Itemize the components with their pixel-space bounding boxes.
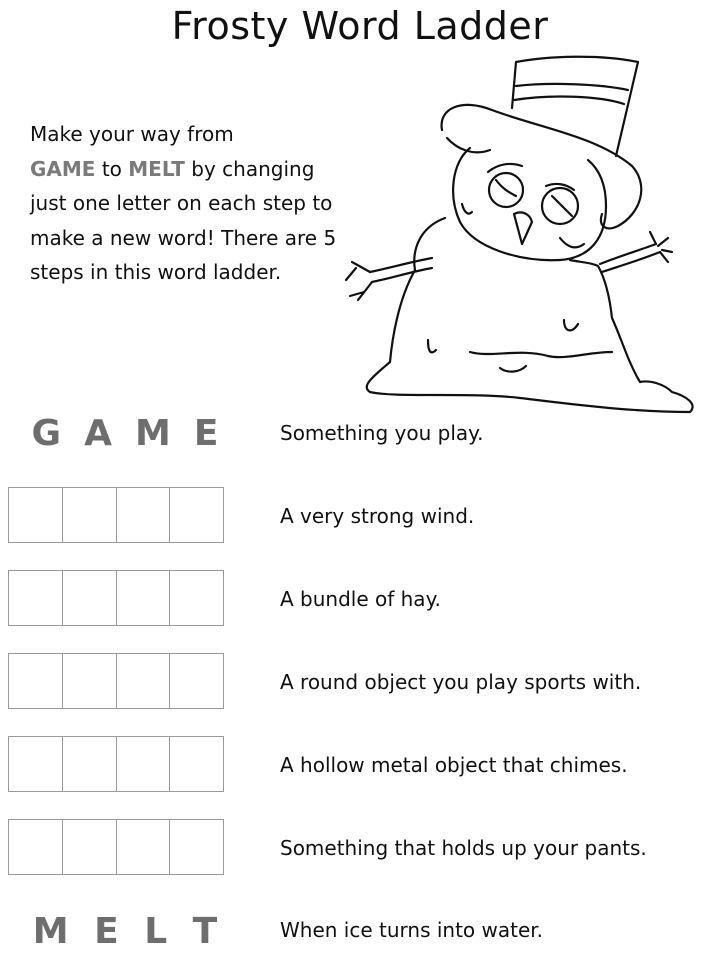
clue-3: A bundle of hay. (280, 587, 441, 611)
instructions-to: to (101, 156, 122, 181)
answer-row-3 (8, 653, 224, 709)
letter-box[interactable] (8, 487, 63, 543)
letter-box[interactable] (116, 653, 171, 709)
letter-box[interactable] (169, 736, 224, 792)
clue-2: A very strong wind. (280, 504, 475, 528)
instructions (30, 117, 350, 290)
end-letter: L (144, 910, 168, 952)
clue-1: Something you play. (280, 421, 484, 445)
answer-row-5 (8, 819, 224, 875)
start-letter: G (31, 412, 62, 454)
letter-box[interactable] (62, 819, 117, 875)
start-word-letters (20, 408, 230, 458)
start-letter: E (193, 412, 219, 454)
start-letter: A (84, 412, 112, 454)
answer-row-1 (8, 487, 224, 543)
letter-box[interactable] (8, 736, 63, 792)
letter-box[interactable] (169, 653, 224, 709)
letter-box[interactable] (169, 570, 224, 626)
end-word: MELT (128, 156, 185, 181)
letter-box[interactable] (8, 819, 63, 875)
instructions-line1: Make your way from (30, 122, 234, 146)
page-title: Frosty Word Ladder (171, 4, 549, 48)
letter-box[interactable] (116, 736, 171, 792)
start-word: GAME (30, 156, 96, 181)
letter-box[interactable] (62, 736, 117, 792)
instructions-rest: changing just one letter on each step to make a new word! There are 5 steps in this word ladder. (30, 156, 337, 284)
letter-box[interactable] (62, 487, 117, 543)
letter-box[interactable] (62, 653, 117, 709)
answer-row-2 (8, 570, 224, 626)
instructions-by: by (191, 156, 216, 181)
end-letter: T (192, 910, 218, 952)
clue-5: A hollow metal object that chimes. (280, 753, 628, 777)
letter-box[interactable] (116, 570, 171, 626)
start-letter: M (135, 412, 171, 454)
letter-box[interactable] (8, 570, 63, 626)
clue-6: Something that holds up your pants. (280, 836, 647, 860)
letter-box[interactable] (62, 570, 117, 626)
end-letter: M (32, 910, 69, 952)
letter-box[interactable] (169, 487, 224, 543)
letter-box[interactable] (8, 653, 63, 709)
end-letter: E (94, 910, 119, 952)
melting-snowman-illustration (338, 48, 700, 420)
end-word-letters (20, 906, 230, 956)
letter-box[interactable] (169, 819, 224, 875)
answer-row-4 (8, 736, 224, 792)
clue-4: A round object you play sports with. (280, 670, 642, 694)
letter-box[interactable] (116, 819, 171, 875)
letter-box[interactable] (116, 487, 171, 543)
clue-7: When ice turns into water. (280, 918, 544, 942)
